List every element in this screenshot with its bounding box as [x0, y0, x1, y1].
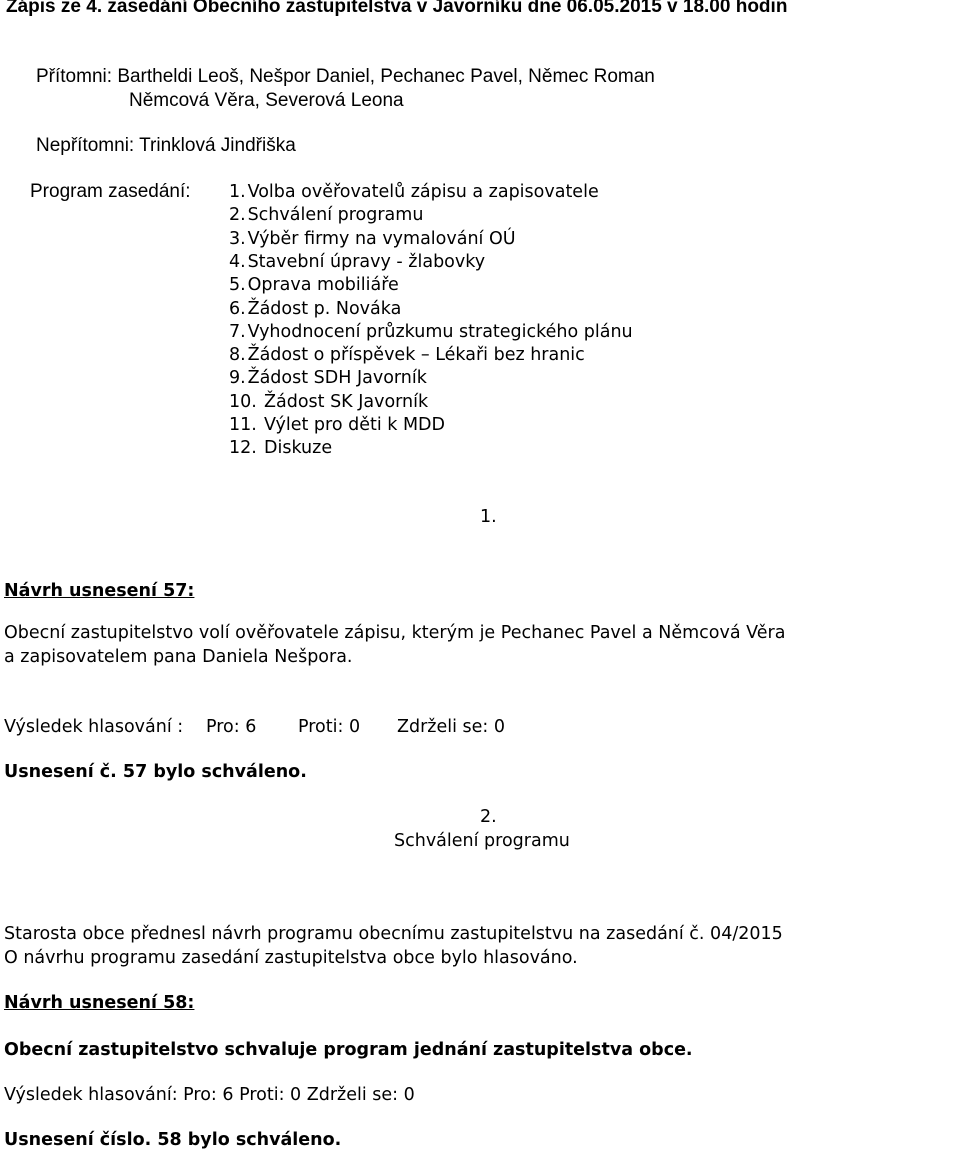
- document-title: Zápis ze 4. zasedání Obecního zastupitelstva v Javorníku dne 06.05.2015 v 18.00 hodin: [6, 0, 788, 17]
- program-item: [229, 321, 633, 343]
- present-names-2: Němcová Věra, Severová Leona: [129, 90, 404, 111]
- section-2-vote: Výsledek hlasování: Pro: 6 Proti: 0 Zdrželi se: 0: [4, 1085, 415, 1105]
- program-item-text: Schválení programu: [247, 205, 424, 226]
- program-item-text: Žádost SK Javorník: [264, 391, 429, 412]
- program-label: Program zasedání:: [30, 181, 191, 202]
- program-item-number: 8.: [229, 345, 246, 366]
- section-2-body-line-2: O návrhu programu zasedání zastupitelstva obce bylo hlasováno.: [4, 948, 578, 968]
- program-item-number: 2.: [229, 205, 246, 226]
- absent-line: [36, 135, 296, 157]
- program-item: [229, 414, 445, 436]
- section-1-body-line-1: Obecní zastupitelstvo volí ověřovatele zápisu, kterým je Pechanec Pavel a Němcová Věra: [4, 623, 786, 643]
- section-2-title: Schválení programu: [394, 831, 570, 851]
- section-1-heading: Návrh usnesení 57:: [4, 581, 195, 601]
- program-item-number: 5.: [229, 275, 246, 296]
- program-item: [229, 344, 585, 366]
- section-1-number: 1.: [480, 507, 497, 527]
- present-label: Přítomni:: [36, 66, 113, 87]
- program-item-text: Diskuze: [264, 438, 333, 459]
- program-item: [229, 181, 599, 203]
- program-item: [229, 437, 332, 459]
- program-item-number: 1.: [229, 182, 246, 202]
- program-item-number: 11.: [229, 415, 257, 435]
- section-2-resolution: Obecní zastupitelstvo schvaluje program jednání zastupitelstva obce.: [4, 1040, 693, 1060]
- program-item: [229, 274, 399, 296]
- vote-pro: Pro: 6: [206, 717, 257, 737]
- section-2-heading: Návrh usnesení 58:: [4, 993, 195, 1013]
- section-1-result: Usnesení č. 57 bylo schváleno.: [4, 762, 307, 782]
- section-2-result: Usnesení číslo. 58 bylo schváleno.: [4, 1130, 342, 1150]
- present-names-1: Bartheldi Leoš, Nešpor Daniel, Pechanec Pavel, Němec Roman: [117, 66, 655, 87]
- program-item-text: Žádost p. Nováka: [247, 298, 402, 319]
- present-line-1: [36, 66, 655, 88]
- program-item-number: 12.: [229, 438, 257, 459]
- absent-names: Trinklová Jindřiška: [139, 135, 296, 156]
- program-item-text: Výběr firmy na vymalování OÚ: [247, 228, 516, 249]
- program-item-text: Výlet pro děti k MDD: [264, 415, 446, 435]
- section-1-vote: [0, 716, 960, 738]
- program-item-text: Vyhodnocení průzkumu strategického plánu: [247, 321, 633, 342]
- section-1-body-line-2: a zapisovatelem pana Daniela Nešpora.: [4, 647, 353, 667]
- program-item-text: Žádost o příspěvek – Lékaři bez hranic: [247, 345, 585, 366]
- section-2-number: 2.: [480, 807, 497, 827]
- program-item-text: Volba ověřovatelů zápisu a zapisovatele: [247, 182, 599, 202]
- program-item-number: 9.: [229, 368, 246, 389]
- vote-proti: Proti: 0: [298, 717, 361, 737]
- program-item-text: Žádost SDH Javorník: [247, 368, 427, 389]
- program-item: [229, 251, 485, 273]
- absent-label: Nepřítomni:: [36, 135, 135, 156]
- vote-label: Výsledek hlasování :: [4, 717, 184, 737]
- program-item-number: 4.: [229, 251, 246, 272]
- vote-zdrzeli: Zdrželi se: 0: [397, 717, 506, 737]
- program-item-text: Oprava mobiliáře: [247, 275, 399, 296]
- program-item: [229, 367, 427, 389]
- program-item-number: 10.: [229, 391, 257, 412]
- program-item-text: Stavební úpravy - žlabovky: [247, 251, 486, 272]
- program-item: [229, 228, 516, 250]
- program-item: [229, 298, 401, 320]
- program-item: [229, 391, 428, 413]
- program-item-number: 3.: [229, 228, 246, 249]
- program-item-number: 7.: [229, 321, 246, 342]
- program-item: [229, 204, 423, 226]
- section-2-body-line-1: Starosta obce přednesl návrh programu obecnímu zastupitelstvu na zasedání č. 04/2015: [4, 924, 783, 944]
- program-item-number: 6.: [229, 298, 246, 319]
